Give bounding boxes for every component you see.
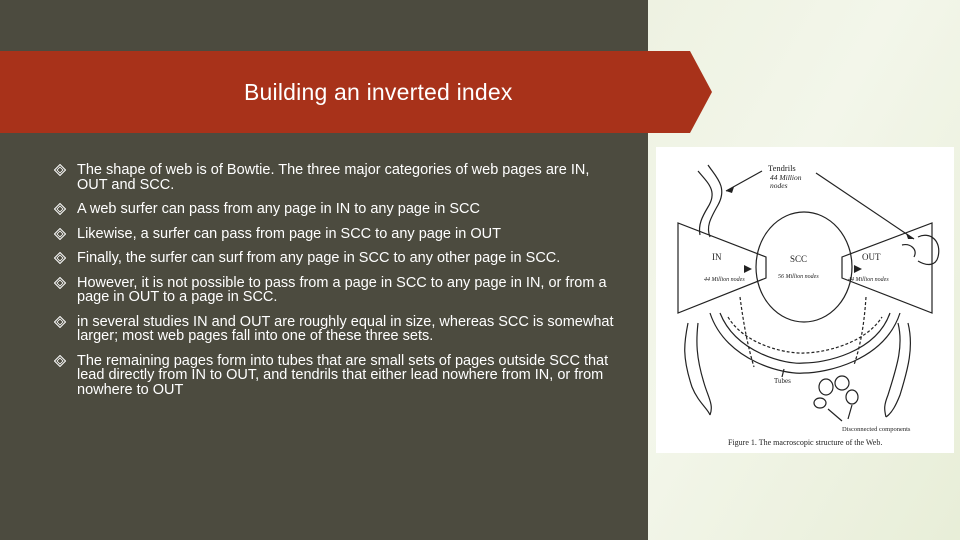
diamond-bullet-icon: [54, 355, 66, 367]
tendrils-count-label: 44 Million: [770, 173, 802, 182]
bullet-item: [54, 354, 614, 398]
bullet-text: The shape of web is of Bowtie. The three major categories of web pages are IN, OUT and SCC.: [77, 162, 590, 193]
diamond-bullet-icon: [54, 228, 66, 240]
bowtie-figure: [656, 147, 954, 453]
scc-component-shape: [756, 212, 852, 322]
disconnected-label: Disconnected components: [842, 426, 911, 433]
tubes-label: Tubes: [774, 377, 791, 385]
diamond-bullet-icon: [54, 277, 66, 289]
bullet-item: [54, 276, 614, 305]
bullet-item: [54, 163, 614, 192]
in-component-shape: [678, 223, 766, 313]
bullet-item: [54, 227, 614, 242]
diamond-bullet-icon: [54, 164, 66, 176]
bullet-item: [54, 251, 614, 266]
bullet-item: [54, 315, 614, 344]
bullet-text: in several studies IN and OUT are roughly equal in size, whereas SCC is somewhat larger; most web pages fall into one of these three sets.: [77, 313, 614, 344]
bullet-text: The remaining pages form into tubes that are small sets of pages outside SCC that lead directly from IN to OUT, and tendrils that either lead nowhere from IN, or from nowhere to OUT: [77, 352, 609, 398]
tendrils-unit-label: nodes: [770, 181, 788, 190]
diamond-bullet-icon: [54, 252, 66, 264]
tendrils-label: Tendrils: [768, 163, 796, 173]
bullet-item: [54, 202, 614, 217]
in-count-label: 44 Million nodes: [704, 277, 745, 283]
out-label: OUT: [862, 252, 881, 262]
bullet-text: However, it is not possible to pass from a page in SCC to any page in IN, or from a page in OUT to a page in SCC.: [77, 274, 607, 305]
bullet-text: Finally, the surfer can surf from any page in SCC to any other page in SCC.: [77, 250, 561, 266]
scc-label: SCC: [790, 254, 808, 264]
bullet-text: Likewise, a surfer can pass from page in SCC to any page in OUT: [77, 225, 501, 242]
in-label: IN: [712, 252, 722, 262]
out-count-label: 44 Million nodes: [848, 277, 889, 283]
diamond-bullet-icon: [54, 203, 66, 215]
tendril-shape: [708, 165, 722, 237]
diamond-bullet-icon: [54, 316, 66, 328]
bullet-list: [54, 163, 614, 407]
figure-caption: Figure 1. The macroscopic structure of the Web.: [728, 438, 883, 447]
scc-count-label: 56 Million nodes: [778, 274, 819, 280]
slide-title: Building an inverted index: [244, 79, 513, 105]
bullet-text: A web surfer can pass from any page in IN to any page in SCC: [77, 201, 480, 217]
